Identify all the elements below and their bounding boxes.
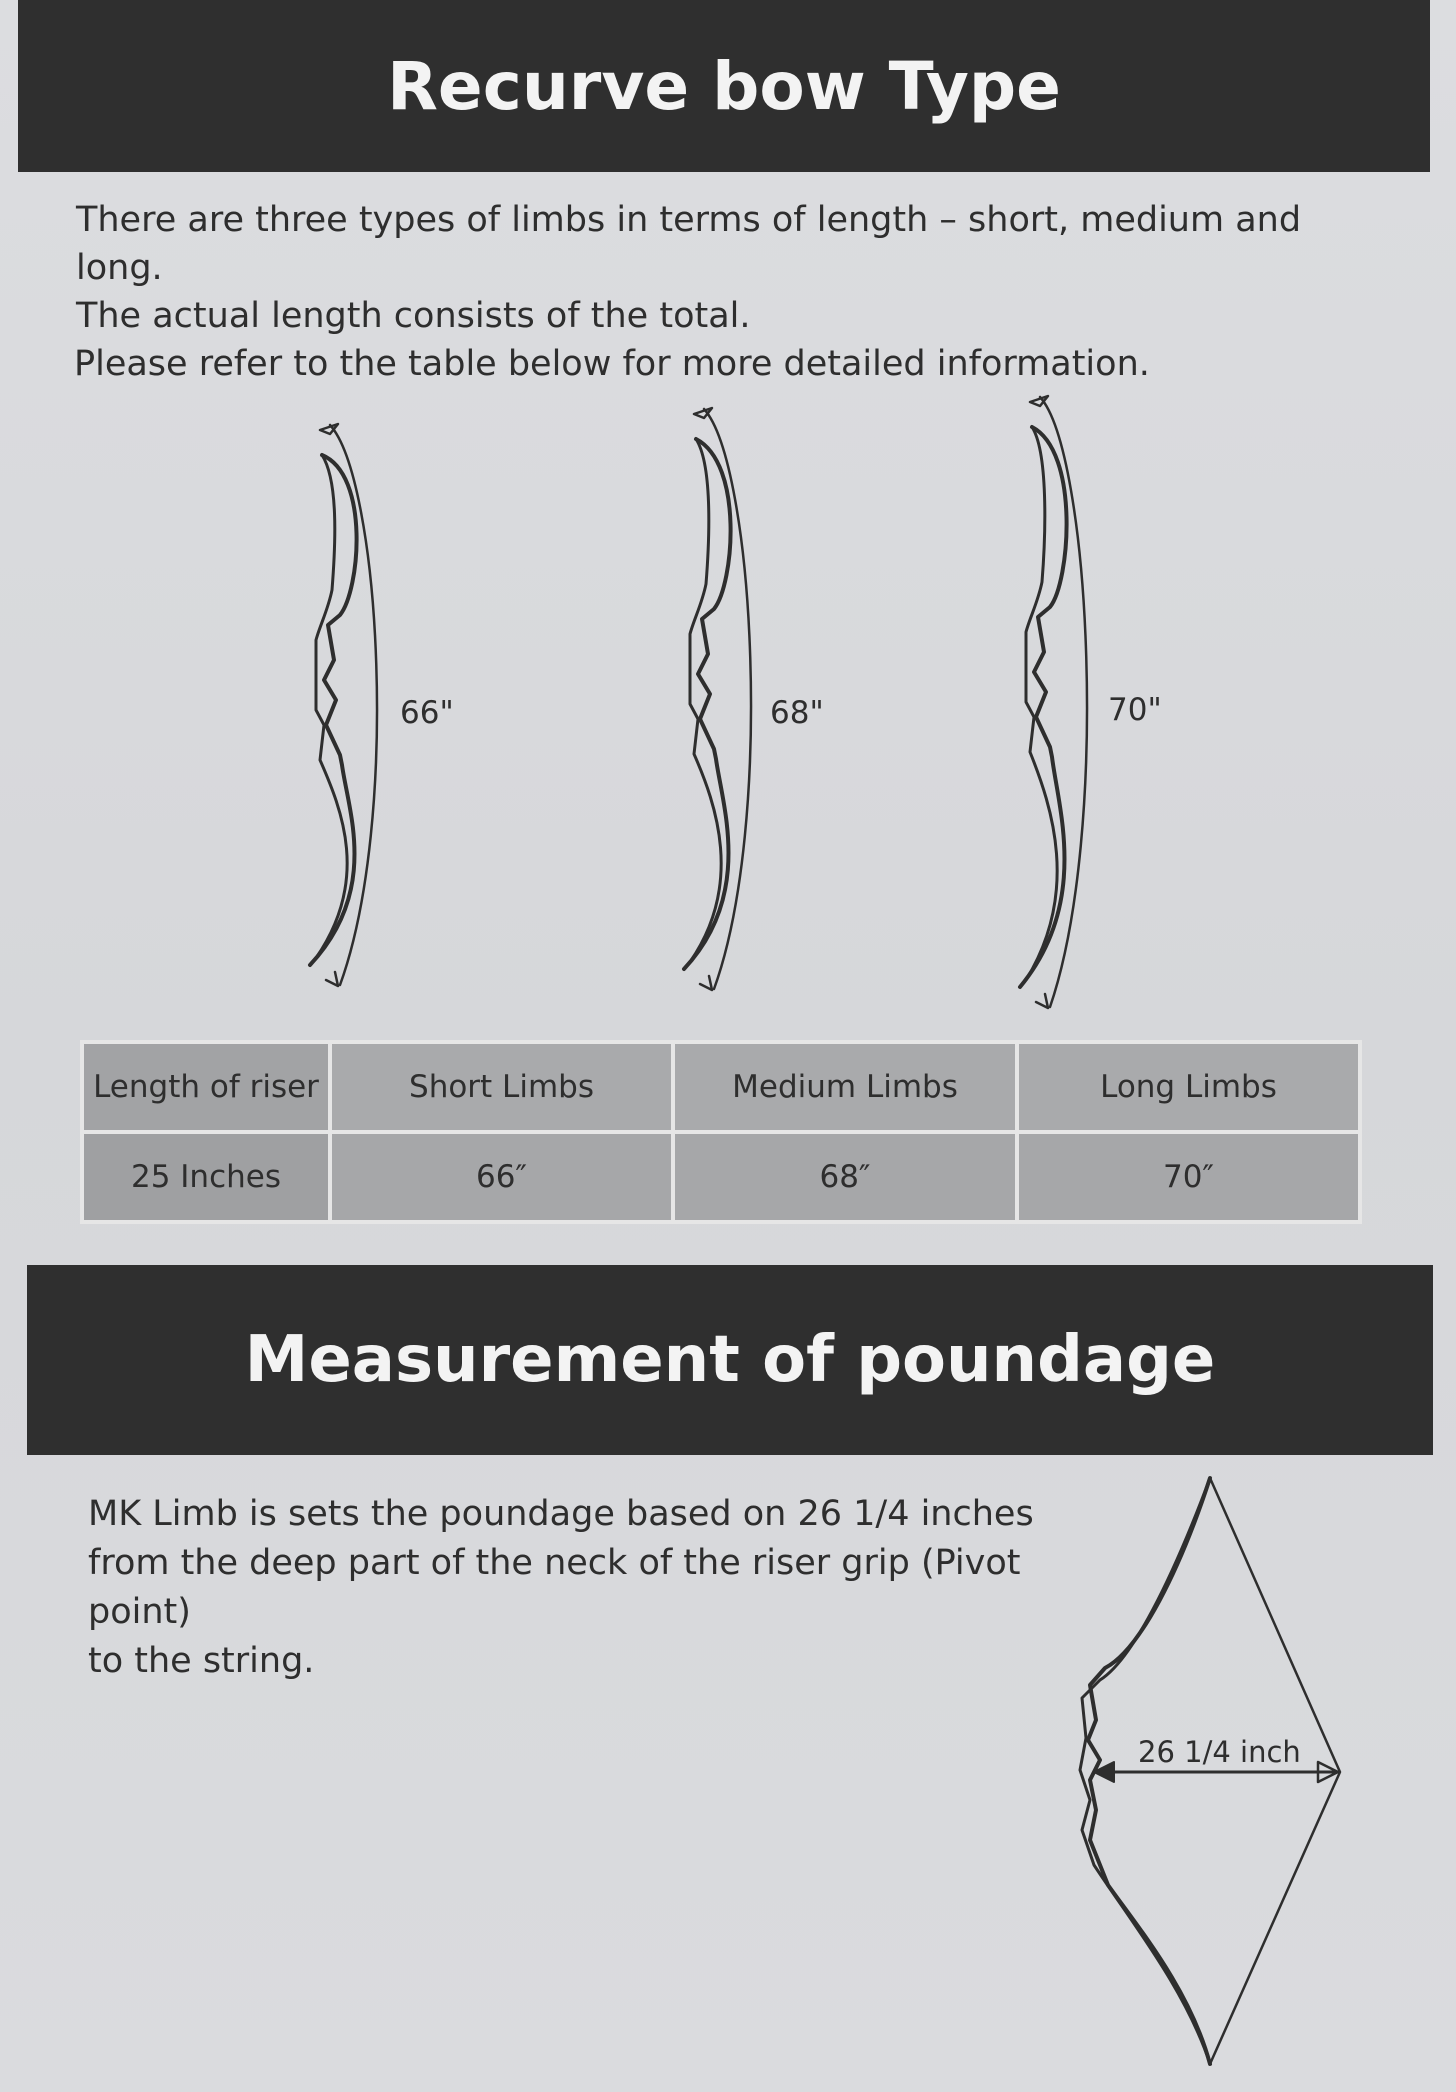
table-cell: 70″ [1017, 1132, 1360, 1222]
poundage-line: from the deep part of the neck of the riser grip (Pivot point) [88, 1543, 1021, 1632]
intro-line: The actual length consists of the total. [76, 296, 751, 336]
bow-illustration-66 [290, 420, 410, 1000]
bow-length-label: 66" [400, 695, 454, 731]
refer-text: Please refer to the table below for more detailed information. [74, 344, 1150, 384]
table-cell: 25 Inches [82, 1132, 330, 1222]
table-header-cell: Short Limbs [330, 1042, 673, 1132]
table-header-row [82, 1042, 1360, 1132]
intro-paragraph [76, 196, 1376, 340]
table-header-cell: Length of riser [82, 1042, 330, 1132]
table-cell: 66″ [330, 1132, 673, 1222]
table-row [82, 1132, 1360, 1222]
limb-length-table [80, 1040, 1362, 1224]
table-header-cell: Long Limbs [1017, 1042, 1360, 1132]
table-cell: 68″ [673, 1132, 1017, 1222]
bow-length-label: 68" [770, 695, 824, 731]
poundage-paragraph [88, 1490, 1078, 1686]
poundage-banner [27, 1265, 1433, 1455]
intro-line: There are three types of limbs in terms of length – short, medium and long. [76, 200, 1302, 288]
recurve-bow-type-banner [18, 0, 1430, 172]
bow-illustration-70 [1000, 392, 1120, 1022]
poundage-line: MK Limb is sets the poundage based on 26 1/4 inches [88, 1494, 1034, 1534]
drawn-bow-diagram [1060, 1470, 1360, 2070]
bow-illustration-68 [664, 404, 784, 1004]
measurement-label: 26 1/4 inch [1138, 1735, 1301, 1769]
poundage-line: to the string. [88, 1641, 315, 1681]
bow-length-label: 70" [1108, 692, 1162, 728]
table-header-cell: Medium Limbs [673, 1042, 1017, 1132]
section-title: Recurve bow Type [387, 47, 1061, 125]
section-title: Measurement of poundage [244, 1323, 1216, 1397]
